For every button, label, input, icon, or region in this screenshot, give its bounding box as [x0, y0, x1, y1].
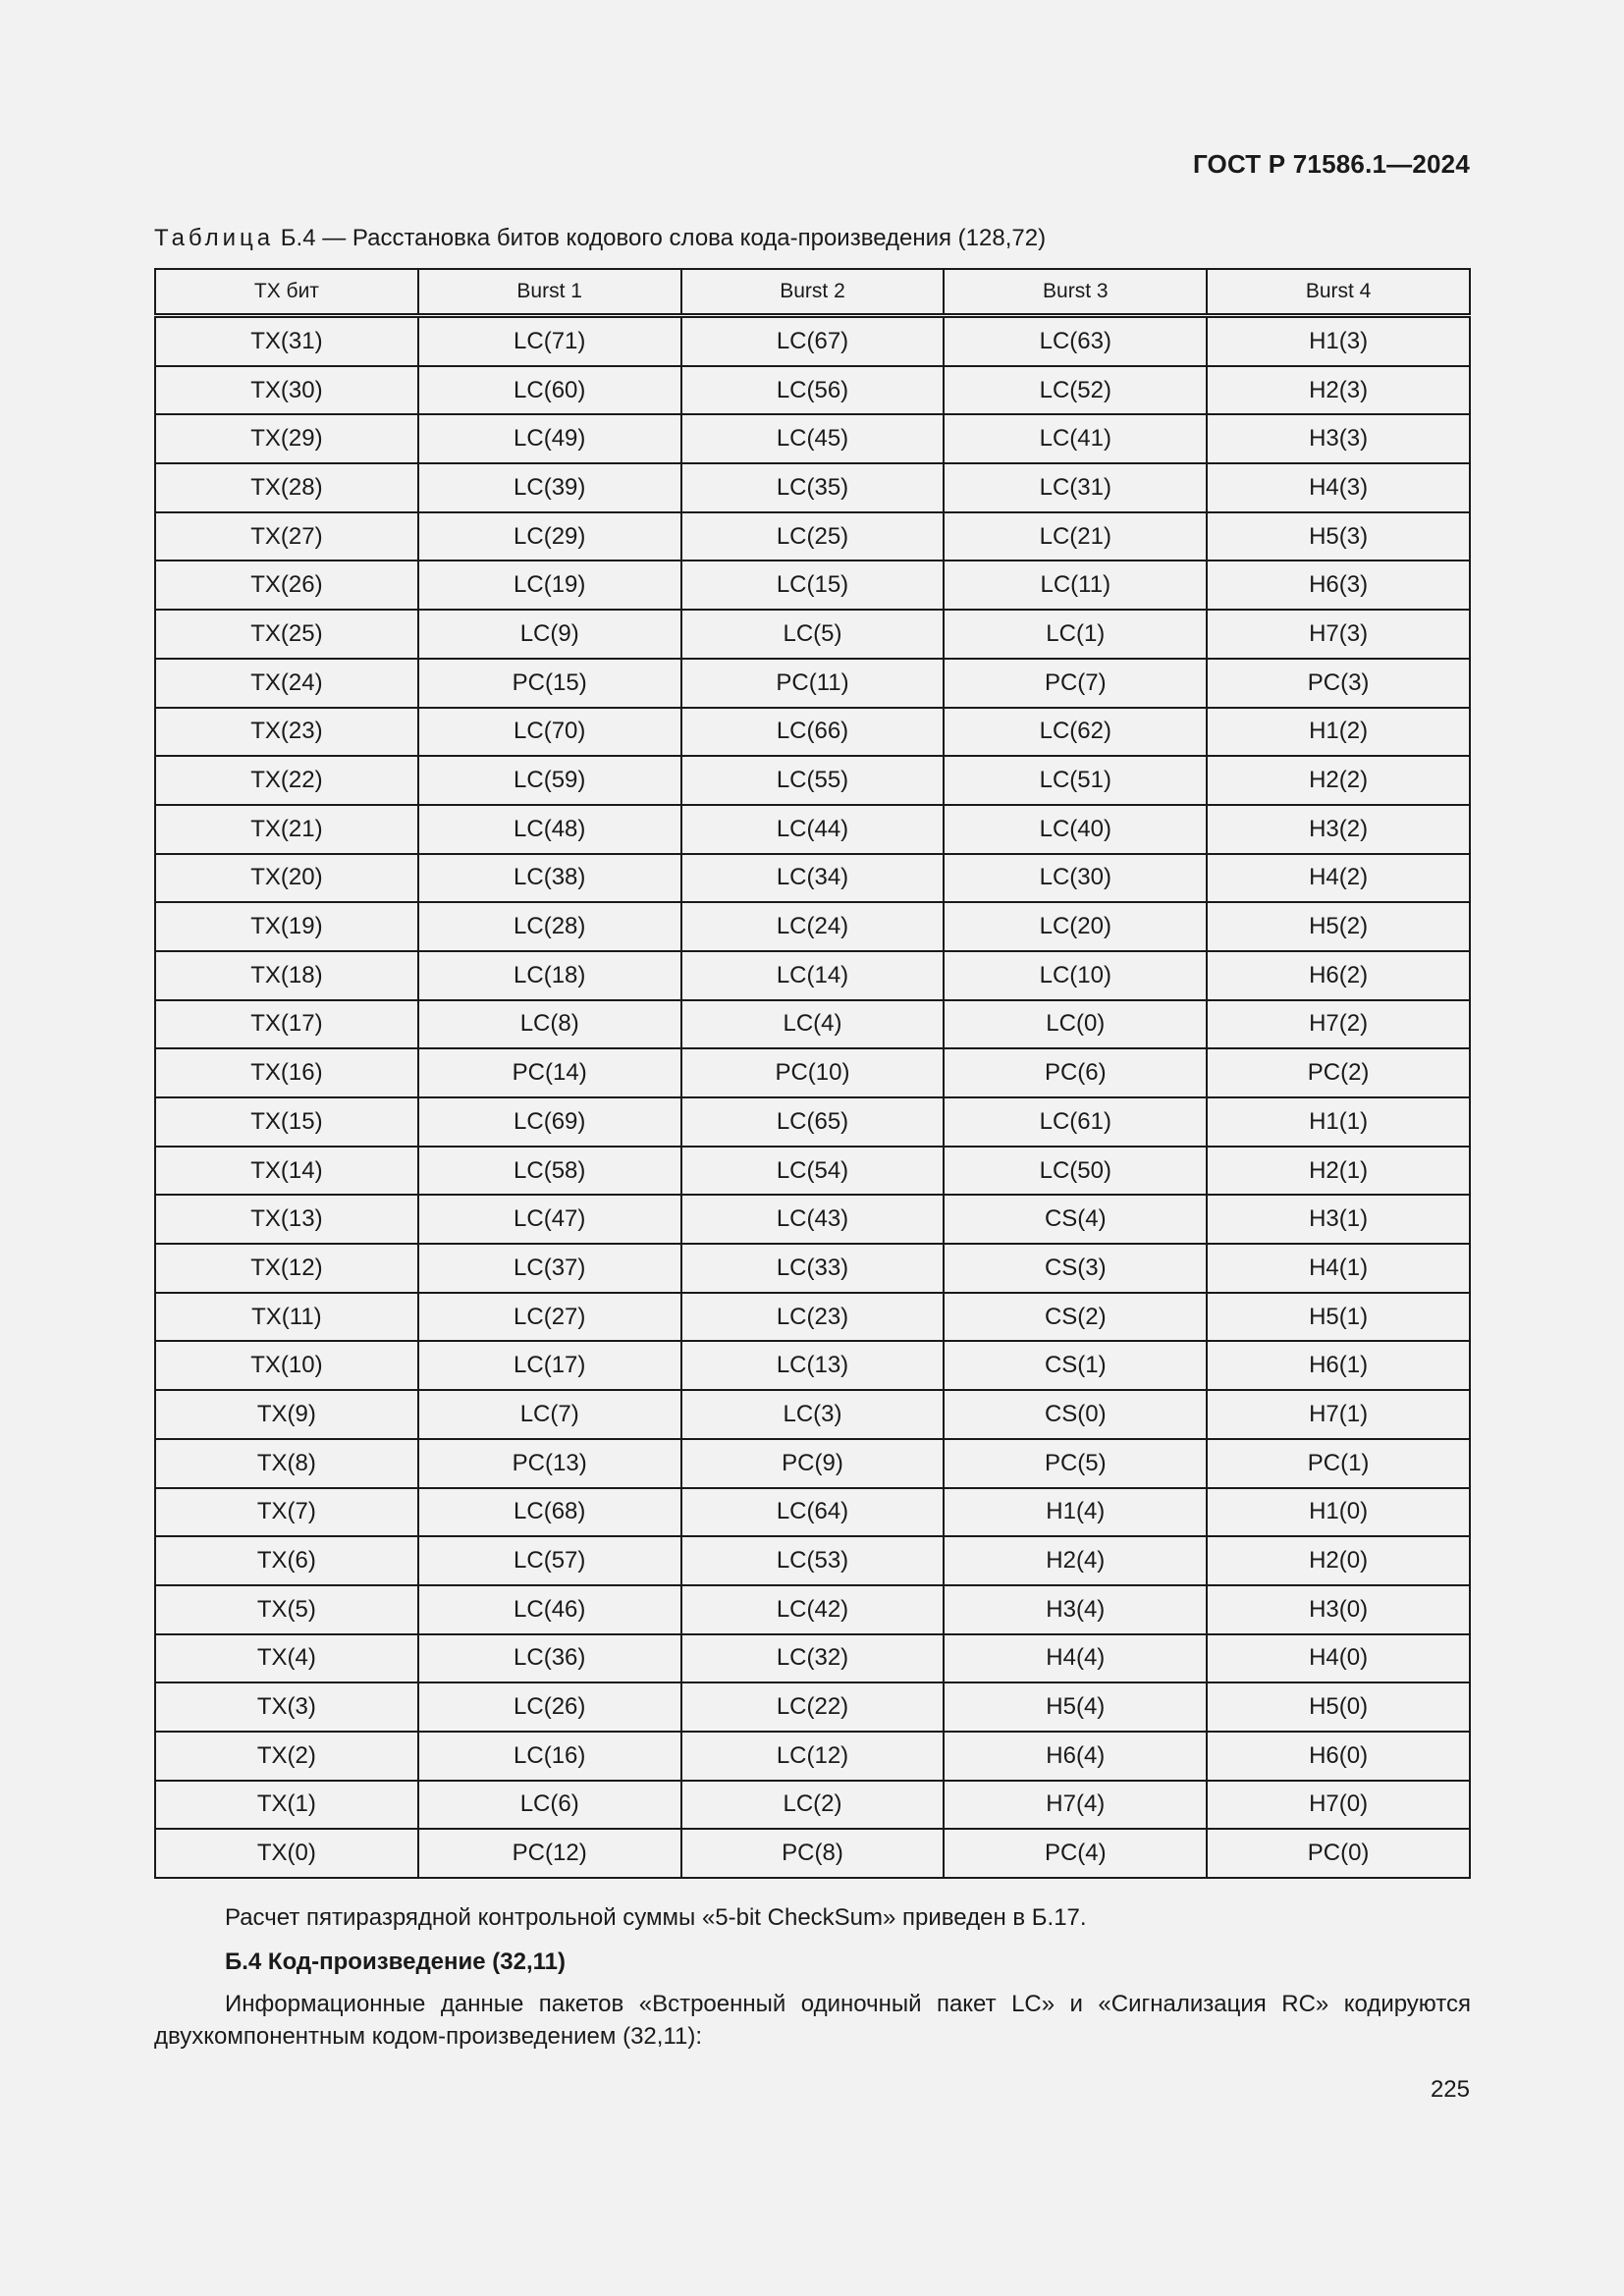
table-cell: H2(0)	[1207, 1536, 1470, 1585]
table-cell: H2(1)	[1207, 1147, 1470, 1196]
table-cell: LC(0)	[944, 1000, 1207, 1049]
table-cell: H7(3)	[1207, 610, 1470, 659]
table-cell: CS(2)	[944, 1293, 1207, 1342]
table-cell: PC(2)	[1207, 1048, 1470, 1097]
table-cell: LC(17)	[418, 1341, 681, 1390]
table-cell: PC(13)	[418, 1439, 681, 1488]
table-row	[155, 1585, 1470, 1634]
table-row	[155, 1488, 1470, 1537]
table-cell: CS(3)	[944, 1244, 1207, 1293]
table-cell: H4(3)	[1207, 463, 1470, 512]
table-cell: PC(5)	[944, 1439, 1207, 1488]
table-cell: PC(1)	[1207, 1439, 1470, 1488]
table-cell: LC(11)	[944, 561, 1207, 610]
table-cell: TX(12)	[155, 1244, 418, 1293]
table-cell: LC(56)	[681, 366, 945, 415]
page-number: 225	[1430, 2076, 1470, 2103]
table-cell: H5(2)	[1207, 902, 1470, 951]
table-cell: LC(9)	[418, 610, 681, 659]
table-cell: TX(15)	[155, 1097, 418, 1147]
table-cell: TX(22)	[155, 756, 418, 805]
table-row	[155, 414, 1470, 463]
table-row	[155, 854, 1470, 903]
table-cell: LC(14)	[681, 951, 945, 1000]
table-cell: LC(19)	[418, 561, 681, 610]
table-cell: H4(4)	[944, 1634, 1207, 1683]
table-row	[155, 756, 1470, 805]
table-cell: LC(36)	[418, 1634, 681, 1683]
table-cell: LC(24)	[681, 902, 945, 951]
table-cell: TX(16)	[155, 1048, 418, 1097]
table-cell: TX(1)	[155, 1781, 418, 1830]
table-caption-label: Таблица	[154, 225, 275, 251]
bit-allocation-table	[154, 268, 1471, 1879]
table-cell: LC(12)	[681, 1732, 945, 1781]
table-cell: TX(18)	[155, 951, 418, 1000]
table-cell: PC(6)	[944, 1048, 1207, 1097]
table-cell: LC(18)	[418, 951, 681, 1000]
table-cell: LC(23)	[681, 1293, 945, 1342]
table-cell: LC(20)	[944, 902, 1207, 951]
table-cell: TX(13)	[155, 1195, 418, 1244]
table-row	[155, 708, 1470, 757]
table-cell: LC(33)	[681, 1244, 945, 1293]
table-cell: LC(55)	[681, 756, 945, 805]
table-cell: TX(21)	[155, 805, 418, 854]
table-cell: PC(7)	[944, 659, 1207, 708]
table-cell: LC(27)	[418, 1293, 681, 1342]
table-cell: H4(0)	[1207, 1634, 1470, 1683]
table-row	[155, 1732, 1470, 1781]
table-cell: TX(31)	[155, 316, 418, 366]
table-row	[155, 1536, 1470, 1585]
table-cell: TX(3)	[155, 1682, 418, 1732]
table-cell: TX(19)	[155, 902, 418, 951]
table-cell: LC(62)	[944, 708, 1207, 757]
table-row	[155, 561, 1470, 610]
table-cell: LC(28)	[418, 902, 681, 951]
table-cell: H5(0)	[1207, 1682, 1470, 1732]
table-cell: LC(6)	[418, 1781, 681, 1830]
table-cell: LC(34)	[681, 854, 945, 903]
table-cell: LC(13)	[681, 1341, 945, 1390]
table-cell: LC(26)	[418, 1682, 681, 1732]
table-caption	[154, 225, 1046, 252]
table-cell: LC(63)	[944, 316, 1207, 366]
table-row	[155, 463, 1470, 512]
table-cell: LC(59)	[418, 756, 681, 805]
table-cell: LC(37)	[418, 1244, 681, 1293]
table-cell: H1(0)	[1207, 1488, 1470, 1537]
table-cell: LC(50)	[944, 1147, 1207, 1196]
column-header: Burst 1	[418, 269, 681, 316]
table-cell: H6(3)	[1207, 561, 1470, 610]
table-cell: TX(17)	[155, 1000, 418, 1049]
table-cell: H2(4)	[944, 1536, 1207, 1585]
table-cell: LC(43)	[681, 1195, 945, 1244]
table-cell: H2(2)	[1207, 756, 1470, 805]
table-cell: H7(2)	[1207, 1000, 1470, 1049]
table-row	[155, 366, 1470, 415]
table-cell: TX(10)	[155, 1341, 418, 1390]
table-cell: TX(9)	[155, 1390, 418, 1439]
table-cell: TX(4)	[155, 1634, 418, 1683]
table-cell: H1(1)	[1207, 1097, 1470, 1147]
table-cell: PC(15)	[418, 659, 681, 708]
table-row	[155, 512, 1470, 561]
table-cell: TX(28)	[155, 463, 418, 512]
table-cell: H6(1)	[1207, 1341, 1470, 1390]
table-cell: TX(2)	[155, 1732, 418, 1781]
table-cell: CS(1)	[944, 1341, 1207, 1390]
table-cell: LC(64)	[681, 1488, 945, 1537]
table-row	[155, 1000, 1470, 1049]
table-row	[155, 1048, 1470, 1097]
table-cell: LC(30)	[944, 854, 1207, 903]
checksum-note: Расчет пятиразрядной контрольной суммы «5-bit CheckSum» приведен в Б.17.	[225, 1904, 1087, 1931]
table-row	[155, 1439, 1470, 1488]
table-row	[155, 1097, 1470, 1147]
table-cell: H7(4)	[944, 1781, 1207, 1830]
table-cell: TX(11)	[155, 1293, 418, 1342]
column-header: Burst 4	[1207, 269, 1470, 316]
table-row	[155, 1341, 1470, 1390]
table-caption-text: Б.4 — Расстановка битов кодового слова кода-произведения (128,72)	[274, 225, 1047, 251]
table-cell: H4(2)	[1207, 854, 1470, 903]
table-cell: PC(10)	[681, 1048, 945, 1097]
table-row	[155, 316, 1470, 366]
table-cell: LC(31)	[944, 463, 1207, 512]
table-row	[155, 1195, 1470, 1244]
table-cell: LC(40)	[944, 805, 1207, 854]
table-cell: LC(58)	[418, 1147, 681, 1196]
table-cell: H5(4)	[944, 1682, 1207, 1732]
table-cell: LC(38)	[418, 854, 681, 903]
table-cell: H5(3)	[1207, 512, 1470, 561]
table-cell: H6(2)	[1207, 951, 1470, 1000]
table-cell: PC(9)	[681, 1439, 945, 1488]
table-cell: TX(25)	[155, 610, 418, 659]
table-cell: LC(4)	[681, 1000, 945, 1049]
table-row	[155, 1781, 1470, 1830]
table-cell: LC(60)	[418, 366, 681, 415]
table-cell: PC(11)	[681, 659, 945, 708]
table-cell: H1(4)	[944, 1488, 1207, 1537]
table-header-row	[155, 269, 1470, 316]
document-code: ГОСТ Р 71586.1—2024	[1192, 149, 1470, 179]
table-cell: LC(69)	[418, 1097, 681, 1147]
table-cell: H4(1)	[1207, 1244, 1470, 1293]
table-cell: PC(8)	[681, 1829, 945, 1878]
table-cell: H3(0)	[1207, 1585, 1470, 1634]
table-cell: CS(0)	[944, 1390, 1207, 1439]
table-cell: LC(22)	[681, 1682, 945, 1732]
table-cell: TX(23)	[155, 708, 418, 757]
table-cell: H7(0)	[1207, 1781, 1470, 1830]
table-cell: H1(2)	[1207, 708, 1470, 757]
section-paragraph: Информационные данные пакетов «Встроенный одиночный пакет LC» и «Сигнализация RC» кодируются двухкомпонентным кодом-произведением (32,11):	[154, 1991, 1471, 2050]
table-cell: LC(49)	[418, 414, 681, 463]
table-cell: TX(27)	[155, 512, 418, 561]
table-row	[155, 1244, 1470, 1293]
table-row	[155, 1682, 1470, 1732]
table-cell: TX(0)	[155, 1829, 418, 1878]
table-cell: PC(12)	[418, 1829, 681, 1878]
table-row	[155, 1147, 1470, 1196]
table-cell: CS(4)	[944, 1195, 1207, 1244]
table-cell: H3(3)	[1207, 414, 1470, 463]
table-row	[155, 805, 1470, 854]
table-row	[155, 610, 1470, 659]
table-cell: PC(14)	[418, 1048, 681, 1097]
table-cell: LC(1)	[944, 610, 1207, 659]
table-cell: LC(65)	[681, 1097, 945, 1147]
table-cell: TX(26)	[155, 561, 418, 610]
table-cell: LC(70)	[418, 708, 681, 757]
table-cell: LC(35)	[681, 463, 945, 512]
table-cell: TX(6)	[155, 1536, 418, 1585]
table-cell: LC(15)	[681, 561, 945, 610]
table-cell: LC(48)	[418, 805, 681, 854]
table-cell: LC(51)	[944, 756, 1207, 805]
table-cell: LC(57)	[418, 1536, 681, 1585]
table-row	[155, 1390, 1470, 1439]
table-body	[155, 316, 1470, 1879]
table-cell: LC(54)	[681, 1147, 945, 1196]
table-cell: LC(41)	[944, 414, 1207, 463]
table-cell: LC(46)	[418, 1585, 681, 1634]
table-row	[155, 902, 1470, 951]
table-cell: PC(4)	[944, 1829, 1207, 1878]
table-cell: LC(53)	[681, 1536, 945, 1585]
table-cell: TX(30)	[155, 366, 418, 415]
table-cell: LC(47)	[418, 1195, 681, 1244]
table-cell: H3(2)	[1207, 805, 1470, 854]
table-cell: TX(14)	[155, 1147, 418, 1196]
column-header: Burst 3	[944, 269, 1207, 316]
table-cell: LC(61)	[944, 1097, 1207, 1147]
table-cell: H3(4)	[944, 1585, 1207, 1634]
table-cell: LC(44)	[681, 805, 945, 854]
table-cell: H7(1)	[1207, 1390, 1470, 1439]
table-cell: LC(10)	[944, 951, 1207, 1000]
table-cell: TX(8)	[155, 1439, 418, 1488]
table-cell: LC(39)	[418, 463, 681, 512]
table-cell: LC(29)	[418, 512, 681, 561]
table-cell: PC(0)	[1207, 1829, 1470, 1878]
table-cell: H2(3)	[1207, 366, 1470, 415]
table-cell: LC(32)	[681, 1634, 945, 1683]
table-cell: H1(3)	[1207, 316, 1470, 366]
table-cell: LC(3)	[681, 1390, 945, 1439]
table-cell: H6(0)	[1207, 1732, 1470, 1781]
table-row	[155, 1829, 1470, 1878]
table-cell: PC(3)	[1207, 659, 1470, 708]
section-heading: Б.4 Код-произведение (32,11)	[225, 1949, 567, 1975]
table-cell: LC(67)	[681, 316, 945, 366]
table-cell: LC(16)	[418, 1732, 681, 1781]
column-header: TX бит	[155, 269, 418, 316]
table-cell: LC(8)	[418, 1000, 681, 1049]
table-cell: H6(4)	[944, 1732, 1207, 1781]
table-row	[155, 659, 1470, 708]
table-cell: H5(1)	[1207, 1293, 1470, 1342]
table-cell: LC(2)	[681, 1781, 945, 1830]
table-cell: TX(5)	[155, 1585, 418, 1634]
table-cell: LC(45)	[681, 414, 945, 463]
table-cell: TX(24)	[155, 659, 418, 708]
table-cell: LC(5)	[681, 610, 945, 659]
table-cell: LC(52)	[944, 366, 1207, 415]
table-cell: LC(25)	[681, 512, 945, 561]
table-row	[155, 951, 1470, 1000]
table-cell: LC(66)	[681, 708, 945, 757]
table-row	[155, 1293, 1470, 1342]
table-cell: H3(1)	[1207, 1195, 1470, 1244]
table-cell: LC(68)	[418, 1488, 681, 1537]
table-cell: TX(20)	[155, 854, 418, 903]
table-row	[155, 1634, 1470, 1683]
table-cell: TX(7)	[155, 1488, 418, 1537]
column-header: Burst 2	[681, 269, 945, 316]
table-cell: LC(7)	[418, 1390, 681, 1439]
table-cell: LC(71)	[418, 316, 681, 366]
table-cell: TX(29)	[155, 414, 418, 463]
table-cell: LC(42)	[681, 1585, 945, 1634]
table-cell: LC(21)	[944, 512, 1207, 561]
